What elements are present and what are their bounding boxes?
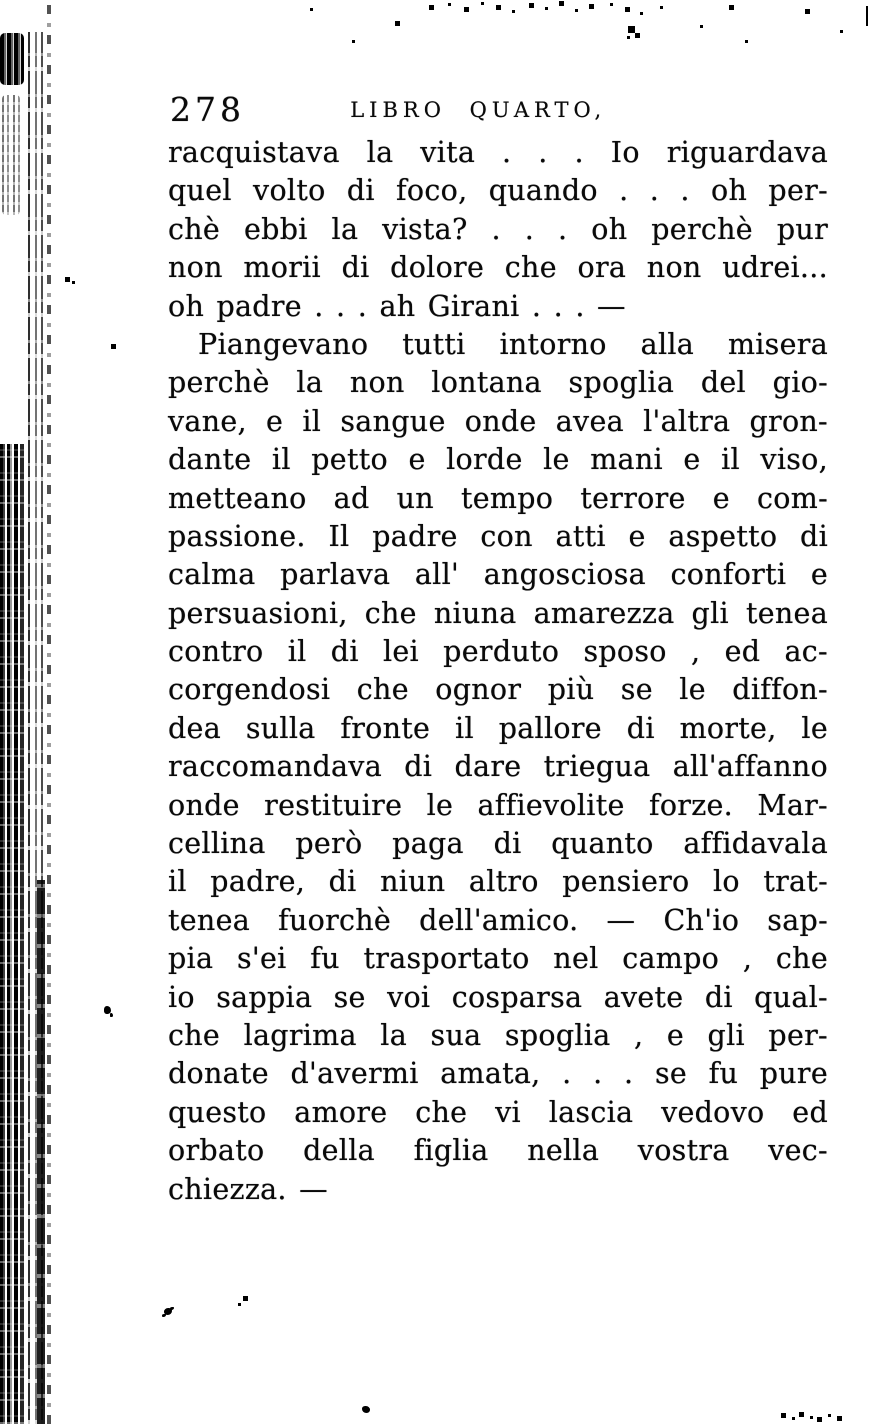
text-line: dante il petto e lorde le mani e il viso, bbox=[168, 443, 828, 477]
binding-shadow-dashed-line bbox=[47, 0, 51, 1424]
paragraph bbox=[168, 326, 828, 1209]
text-line: chiezza. — bbox=[168, 1172, 328, 1206]
text-line: racquistava la vita . . . Io riguardava bbox=[168, 136, 828, 169]
text-line: onde restituire le affievolite forze. Mar- bbox=[168, 788, 828, 822]
ink-spot bbox=[104, 1006, 111, 1014]
text-line: chè ebbi la vista? . . . oh perchè pur bbox=[168, 212, 828, 246]
text-line: metteano ad un tempo terrore e com- bbox=[168, 481, 828, 515]
text-line: corgendosi che ognor più se le diffon- bbox=[168, 673, 828, 707]
binding-shadow-top-blob bbox=[0, 33, 24, 85]
binding-shadow-main-band bbox=[0, 444, 27, 1424]
text-line: quel volto di foco, quando . . . oh per- bbox=[168, 174, 828, 208]
text-line: raccomandava di dare triegua all'affanno bbox=[168, 750, 828, 784]
text-line: cellina però paga di quanto affidavala bbox=[168, 827, 828, 861]
text-line: tenea fuorchè dell'amico. — Ch'io sap- bbox=[168, 903, 828, 937]
text-line: calma parlava all' angosciosa conforti e bbox=[168, 558, 828, 592]
binding-shadow-top-streaks bbox=[2, 95, 20, 215]
page-number: 278 bbox=[170, 90, 245, 129]
text-line: donate d'avermi amata, . . . se fu pure bbox=[168, 1057, 828, 1091]
text-line: vane, e il sangue onde avea l'altra gron- bbox=[168, 404, 828, 438]
text-line: perchè la non lontana spoglia del gio- bbox=[168, 366, 828, 400]
text-line: questo amore che vi lascia vedovo ed bbox=[168, 1095, 828, 1129]
text-line: orbato della figlia nella vostra vec- bbox=[168, 1134, 828, 1168]
ink-spot bbox=[362, 1406, 370, 1413]
text-line: il padre, di niun altro pensiero lo trat- bbox=[168, 865, 828, 899]
text-line: passione. Il padre con atti e aspetto di bbox=[168, 519, 828, 553]
text-line: contro il di lei perduto sposo , ed ac- bbox=[168, 635, 828, 669]
text-line: pia s'ei fu trasportato nel campo , che bbox=[168, 942, 828, 976]
text-line: Piangevano tutti intorno alla misera bbox=[198, 327, 828, 361]
text-line: che lagrima la sua spoglia , e gli per- bbox=[168, 1018, 828, 1052]
scan-edge-mark bbox=[866, 6, 868, 26]
scan-speckles bbox=[0, 0, 3, 3]
page-header bbox=[168, 90, 828, 134]
running-header: LIBRO QUARTO, bbox=[350, 98, 607, 122]
ink-spot bbox=[164, 1308, 172, 1315]
binding-shadow-solid-line bbox=[37, 880, 45, 1424]
text-line: dea sulla fronte il pallore di morte, le bbox=[168, 711, 828, 745]
text-line: non morii di dolore che ora non udrei... bbox=[168, 251, 828, 285]
body-text bbox=[168, 134, 828, 1209]
text-line: io sappia se voi cosparsa avete di qual- bbox=[168, 980, 828, 1014]
text-line: persuasioni, che niuna amarezza gli tenea bbox=[168, 596, 828, 630]
paragraph bbox=[168, 134, 828, 326]
text-line: oh padre . . . ah Girani . . . — bbox=[168, 289, 626, 323]
text-column bbox=[168, 90, 828, 1209]
